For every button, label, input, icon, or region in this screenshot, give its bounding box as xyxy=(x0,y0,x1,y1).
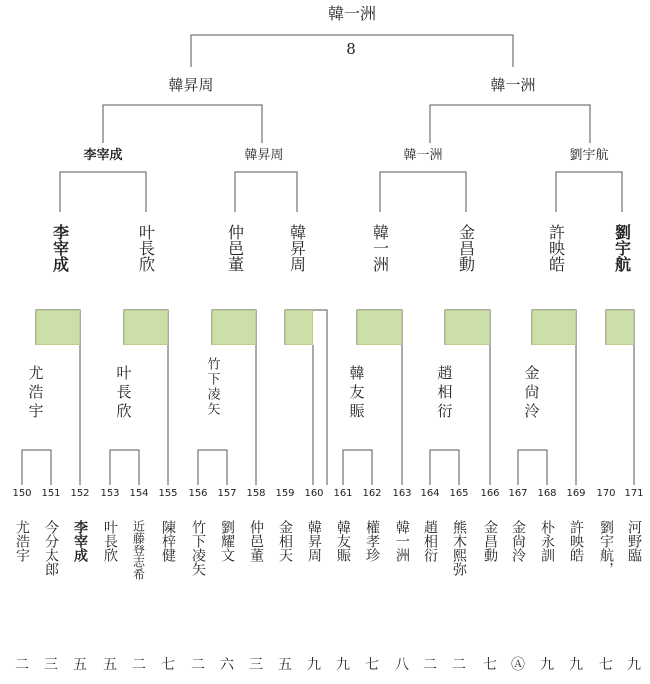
semifinal-winner-right: 韓一洲 xyxy=(490,76,536,94)
r2-player-name: 尤浩宇 xyxy=(26,365,45,422)
result-box xyxy=(212,310,256,345)
player-name-text: 熊木熙弥 xyxy=(451,520,467,576)
r2-player-name: 趙相衍 xyxy=(435,365,454,422)
player-number: 164 xyxy=(420,488,440,499)
player-name xyxy=(332,520,354,562)
seed-player xyxy=(45,224,75,272)
player-number: 151 xyxy=(41,488,61,499)
player-number: 161 xyxy=(333,488,353,499)
seed-player xyxy=(220,224,250,272)
qf-bracket-4 xyxy=(556,172,622,212)
player-number: 160 xyxy=(304,488,324,499)
player-number: 168 xyxy=(537,488,557,499)
player-name xyxy=(187,520,209,576)
player-number: 152 xyxy=(70,488,90,499)
player-name xyxy=(361,520,383,562)
r1-bracket-6 xyxy=(518,450,547,485)
player-name-text: 韓昇周 xyxy=(306,520,322,562)
player-rank: 七 xyxy=(599,657,613,673)
player-rank: 九 xyxy=(336,657,350,673)
player-name xyxy=(128,520,150,580)
player-number: 171 xyxy=(624,488,644,499)
result-box xyxy=(357,310,402,345)
player-rank: 三 xyxy=(249,657,263,673)
player-name xyxy=(507,520,529,562)
player-name-text: 金昌動 xyxy=(482,520,498,562)
result-box xyxy=(285,310,313,345)
player-rank: 七 xyxy=(365,657,379,673)
player-number: 163 xyxy=(392,488,412,499)
player-name xyxy=(99,520,121,562)
player-name xyxy=(479,520,501,562)
qf-bracket-2 xyxy=(235,172,297,212)
seed-player-name: 李宰成 xyxy=(50,224,70,272)
player-name xyxy=(274,520,296,562)
player-rank: 二 xyxy=(423,657,437,673)
seed-player-name: 韓一洲 xyxy=(370,224,390,272)
player-name xyxy=(11,520,33,562)
result-box xyxy=(124,310,168,345)
player-name-text: 金相天 xyxy=(277,520,293,562)
r1-bracket-4 xyxy=(343,450,372,485)
r2-player-name: 韓友賑 xyxy=(347,365,366,422)
r2-player xyxy=(197,357,227,417)
player-rank: 九 xyxy=(307,657,321,673)
result-box xyxy=(606,310,634,345)
player-name-text: 韓一洲 xyxy=(394,520,410,562)
player-rank: 八 xyxy=(395,657,409,673)
champion-name: 韓一洲 xyxy=(327,4,377,23)
r2-player-name: 叶長欣 xyxy=(114,365,133,422)
player-rank: 五 xyxy=(278,657,292,673)
player-number: 167 xyxy=(508,488,528,499)
player-name-text: 金尙泠 xyxy=(510,520,526,562)
player-name xyxy=(536,520,558,562)
semi-bracket-left xyxy=(103,105,262,143)
r2-player-name: 竹下凌矢 xyxy=(204,357,220,417)
player-rank: 九 xyxy=(627,657,641,673)
r2-player xyxy=(342,365,372,422)
seed-player-name: 許映皓 xyxy=(546,224,566,272)
r1-bracket-2 xyxy=(110,450,139,485)
seed-player-name: 金昌動 xyxy=(456,224,476,272)
player-number: 155 xyxy=(158,488,178,499)
player-number: 165 xyxy=(449,488,469,499)
player-rank: 五 xyxy=(103,657,117,673)
qf-winner-2: 韓昇周 xyxy=(244,148,284,163)
player-number: 150 xyxy=(12,488,32,499)
player-number: 158 xyxy=(246,488,266,499)
player-name xyxy=(623,520,645,562)
player-rank: 二 xyxy=(452,657,466,673)
r2-player xyxy=(109,365,139,422)
player-name-text: 竹下凌矢 xyxy=(190,520,206,576)
player-number: 154 xyxy=(129,488,149,499)
player-name-text: 近藤登志希 xyxy=(131,520,146,580)
player-name-text: 趙相衍 xyxy=(422,520,438,562)
seed-player-name: 劉宇航 xyxy=(612,224,632,272)
r2-player xyxy=(517,365,547,422)
result-box xyxy=(36,310,80,345)
player-rank: 九 xyxy=(569,657,583,673)
player-name-text: 權孝珍 xyxy=(364,520,380,562)
player-rank: 六 xyxy=(220,657,234,673)
seed-player xyxy=(365,224,395,272)
player-name xyxy=(157,520,179,562)
seed-player xyxy=(541,224,571,272)
seed-player-name: 仲邑董 xyxy=(225,224,245,272)
seed-player xyxy=(131,224,161,272)
r2-player xyxy=(430,365,460,422)
player-name xyxy=(419,520,441,562)
player-rank: 七 xyxy=(161,657,175,673)
seed-player-name: 叶長欣 xyxy=(136,224,156,272)
r2-player-name: 金尙泠 xyxy=(522,365,541,422)
qf-winner-1: 李宰成 xyxy=(83,148,123,163)
player-number: 156 xyxy=(188,488,208,499)
player-name xyxy=(565,520,587,562)
player-name-text: 韓友賑 xyxy=(335,520,351,562)
player-name-text: 叶長欣 xyxy=(102,520,118,562)
player-rank: 九 xyxy=(540,657,554,673)
seed-player-name: 韓昇周 xyxy=(287,224,307,272)
player-number: 169 xyxy=(566,488,586,499)
player-number: 170 xyxy=(596,488,616,499)
final-score: 8 xyxy=(346,40,356,58)
player-name-text: 尤浩宇 xyxy=(14,520,30,562)
player-name-text: 李宰成 xyxy=(72,520,88,562)
player-rank: Ⓐ xyxy=(511,657,525,673)
player-number: 157 xyxy=(217,488,237,499)
player-name xyxy=(595,520,617,576)
player-name xyxy=(448,520,470,576)
player-number: 153 xyxy=(100,488,120,499)
player-rank: 二 xyxy=(132,657,146,673)
r2-player xyxy=(21,365,51,422)
player-name-text: 朴永訓 xyxy=(539,520,555,562)
seed-player xyxy=(607,224,637,272)
player-name xyxy=(69,520,91,562)
seed-player xyxy=(451,224,481,272)
player-name xyxy=(40,520,62,576)
qf-winner-4: 劉宇航 xyxy=(569,148,609,163)
player-name-text: 許映皓 xyxy=(568,520,584,562)
seed-player xyxy=(282,224,312,272)
player-name xyxy=(303,520,325,562)
player-name xyxy=(245,520,267,562)
player-name-text: 仲邑董 xyxy=(248,520,264,562)
player-rank: 二 xyxy=(191,657,205,673)
qf-winner-3: 韓一洲 xyxy=(403,148,443,163)
player-name-text: 劉耀文 xyxy=(219,520,235,562)
r1-bracket-5 xyxy=(430,450,459,485)
player-name-text: 陳梓健 xyxy=(160,520,176,562)
player-name xyxy=(216,520,238,562)
player-rank: 三 xyxy=(44,657,58,673)
qf-bracket-1 xyxy=(60,172,146,212)
semi-bracket-right xyxy=(430,105,590,143)
result-box xyxy=(445,310,490,345)
player-name-text: 河野臨 xyxy=(626,520,642,562)
player-name xyxy=(391,520,413,562)
result-box xyxy=(532,310,576,345)
player-rank: 二 xyxy=(15,657,29,673)
player-rank: 五 xyxy=(73,657,87,673)
player-name-text: 劉宇航， xyxy=(598,520,614,576)
qf-bracket-3 xyxy=(380,172,466,212)
player-number: 166 xyxy=(480,488,500,499)
r1-bracket-3 xyxy=(198,450,227,485)
player-name-text: 今分太郎 xyxy=(43,520,59,576)
r1-bracket-1 xyxy=(22,450,51,485)
player-number: 159 xyxy=(275,488,295,499)
player-number: 162 xyxy=(362,488,382,499)
player-rank: 七 xyxy=(483,657,497,673)
semifinal-winner-left: 韓昇周 xyxy=(168,76,214,94)
